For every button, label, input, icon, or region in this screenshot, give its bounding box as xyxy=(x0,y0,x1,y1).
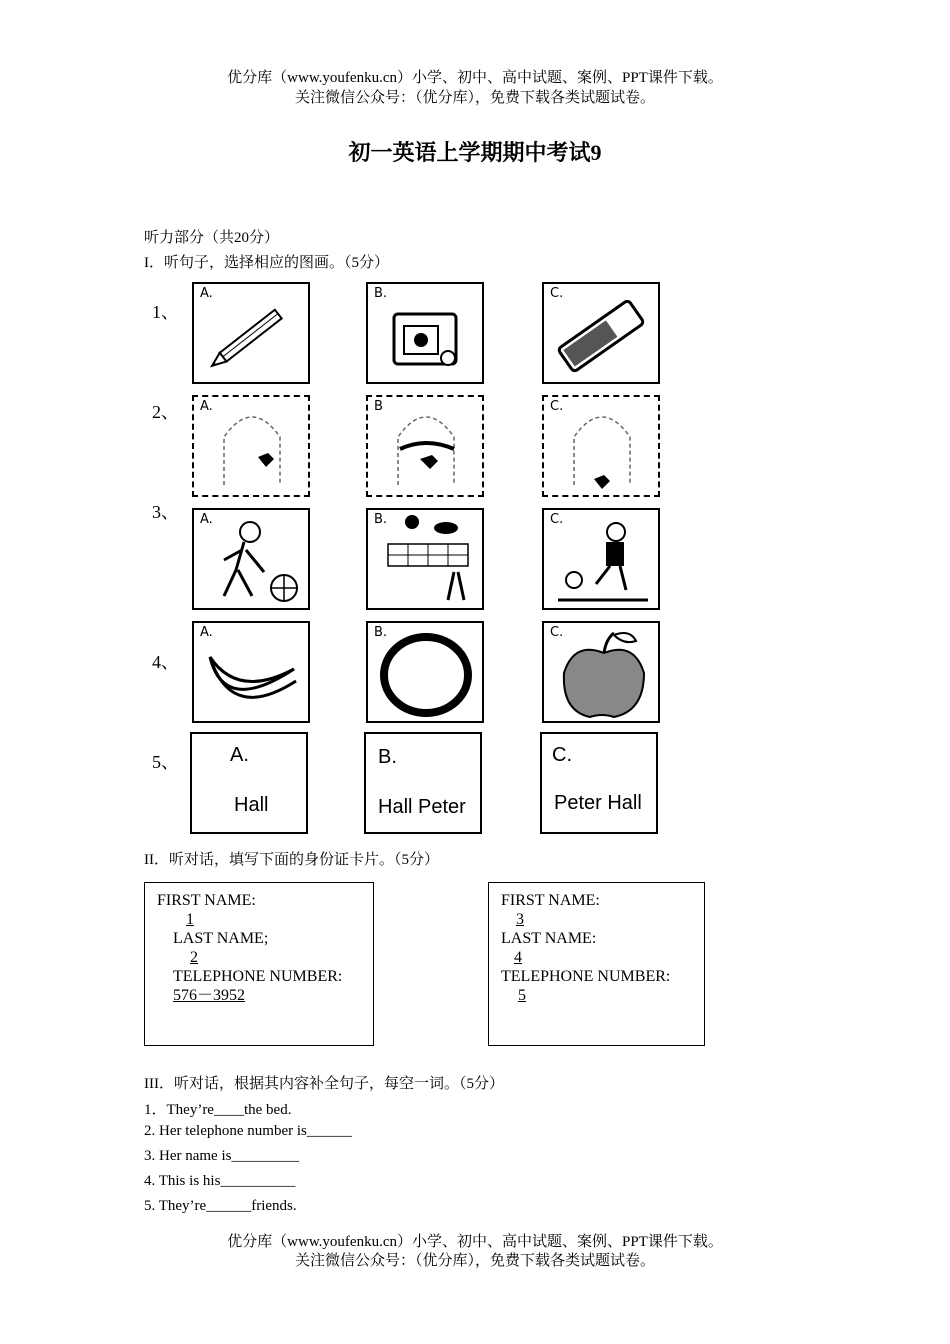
sentence-text: 5. They’re xyxy=(144,1198,207,1214)
sentence-text: the bed. xyxy=(243,1102,292,1118)
answer-blank[interactable]: ______ xyxy=(206,1198,252,1214)
telephone-value: 576－3952 xyxy=(173,987,246,1004)
option-label: A. xyxy=(200,512,213,527)
last-name-blank[interactable]: 2 xyxy=(190,949,198,966)
question-number-5: 5、 xyxy=(152,752,179,772)
option-label: B. xyxy=(374,286,388,301)
answer-blank[interactable]: _________ xyxy=(231,1148,299,1164)
option-2c-picture[interactable] xyxy=(542,395,660,497)
option-label: B. xyxy=(374,625,388,640)
first-name-blank[interactable]: 1 xyxy=(186,911,194,928)
option-5a-picture[interactable] xyxy=(190,732,308,834)
option-3b-picture[interactable] xyxy=(366,508,484,610)
header-line-1: 优分库（www.youfenku.cn）小学、初中、高中试题、案例、PPT课件下载。 xyxy=(227,70,723,86)
option-1c-picture[interactable] xyxy=(542,282,660,384)
telephone-blank[interactable]: 5 xyxy=(518,987,526,1004)
option-label: C. xyxy=(550,286,564,301)
id-card-2 xyxy=(488,882,705,1046)
header-line-2: 关注微信公众号：（优分库），免费下载各类试题试卷。 xyxy=(294,90,655,106)
answer-blank[interactable]: ____ xyxy=(213,1102,244,1118)
id-card-1 xyxy=(144,882,374,1046)
sentence-text: 3. Her name is xyxy=(144,1148,232,1164)
last-name-blank[interactable]: 4 xyxy=(514,949,522,966)
apple-icon xyxy=(544,623,658,721)
volleyball-icon xyxy=(368,510,482,608)
last-name-label: LAST NAME: xyxy=(501,930,597,947)
eraser-icon xyxy=(544,284,658,382)
option-2b-picture[interactable] xyxy=(366,395,484,497)
sentence-text: friends. xyxy=(251,1198,297,1214)
option-label: C. xyxy=(550,512,564,527)
listening-heading: 听力部分（共20分） xyxy=(144,230,280,246)
option-4c-picture[interactable] xyxy=(542,621,660,723)
first-name-label: FIRST NAME: xyxy=(157,892,256,909)
section3-heading: III．听对话，根据其内容补全句子，每空一词。（5分） xyxy=(144,1076,504,1092)
option-2a-picture[interactable] xyxy=(192,395,310,497)
option-5c-name: Peter Hall xyxy=(554,792,642,814)
option-4a-picture[interactable] xyxy=(192,621,310,723)
question-number-1: 1、 xyxy=(152,302,179,322)
basketball-icon xyxy=(194,510,308,608)
option-label: C. xyxy=(550,625,564,640)
orange-icon xyxy=(368,623,482,721)
answer-blank[interactable]: ______ xyxy=(306,1123,352,1139)
option-3a-picture[interactable] xyxy=(192,508,310,610)
sentence-3 xyxy=(144,1148,299,1165)
soccer-icon xyxy=(544,510,658,608)
option-5a-name: Hall xyxy=(234,794,269,816)
page-title: 初一英语上学期期中考试9 xyxy=(348,140,602,165)
option-1a-picture[interactable] xyxy=(192,282,310,384)
option-label: C. xyxy=(550,399,564,414)
option-label: A. xyxy=(200,625,213,640)
telephone-label: TELEPHONE NUMBER: xyxy=(501,968,671,985)
bag-icon xyxy=(368,397,482,495)
option-5b-name: Hall Peter xyxy=(378,796,466,818)
section1-heading: I．听句子，选择相应的图画。（5分） xyxy=(144,255,389,271)
footer-line-1: 优分库（www.youfenku.cn）小学、初中、高中试题、案例、PPT课件下载。 xyxy=(227,1234,723,1250)
option-label: C. xyxy=(552,744,572,766)
option-label: B. xyxy=(374,512,388,527)
footer-line-2: 关注微信公众号：（优分库），免费下载各类试题试卷。 xyxy=(294,1253,655,1269)
sentence-text: 2. Her telephone number is xyxy=(144,1123,307,1139)
option-label: A. xyxy=(200,286,213,301)
option-5c-picture[interactable] xyxy=(540,732,658,834)
banana-icon xyxy=(194,623,308,721)
first-name-blank[interactable]: 3 xyxy=(516,911,524,928)
first-name-label: FIRST NAME: xyxy=(501,892,600,909)
sentence-5 xyxy=(144,1198,297,1215)
sentence-text: 4. This is his xyxy=(144,1173,221,1189)
sentence-2 xyxy=(144,1123,352,1140)
question-number-2: 2、 xyxy=(152,402,179,422)
last-name-label: LAST NAME; xyxy=(173,930,269,947)
sharpener-icon xyxy=(368,284,482,382)
option-5b-picture[interactable] xyxy=(364,732,482,834)
sentence-1 xyxy=(144,1098,291,1119)
option-label: B xyxy=(374,399,383,414)
option-3c-picture[interactable] xyxy=(542,508,660,610)
bag-icon xyxy=(194,397,308,495)
option-4b-picture[interactable] xyxy=(366,621,484,723)
question-number-4: 4、 xyxy=(152,652,179,672)
option-label: B. xyxy=(378,746,397,768)
option-1b-picture[interactable] xyxy=(366,282,484,384)
question-number-3: 3、 xyxy=(152,502,179,522)
option-label: A. xyxy=(200,399,213,414)
sentence-text: 1．They’re xyxy=(144,1102,214,1118)
option-label: A. xyxy=(230,744,249,766)
answer-blank[interactable]: __________ xyxy=(220,1173,296,1189)
bag-icon xyxy=(544,397,658,495)
sentence-4 xyxy=(144,1173,295,1190)
section2-heading: II．听对话，填写下面的身份证卡片。（5分） xyxy=(144,852,439,868)
pencil-icon xyxy=(194,284,308,382)
telephone-label: TELEPHONE NUMBER: xyxy=(173,968,343,985)
